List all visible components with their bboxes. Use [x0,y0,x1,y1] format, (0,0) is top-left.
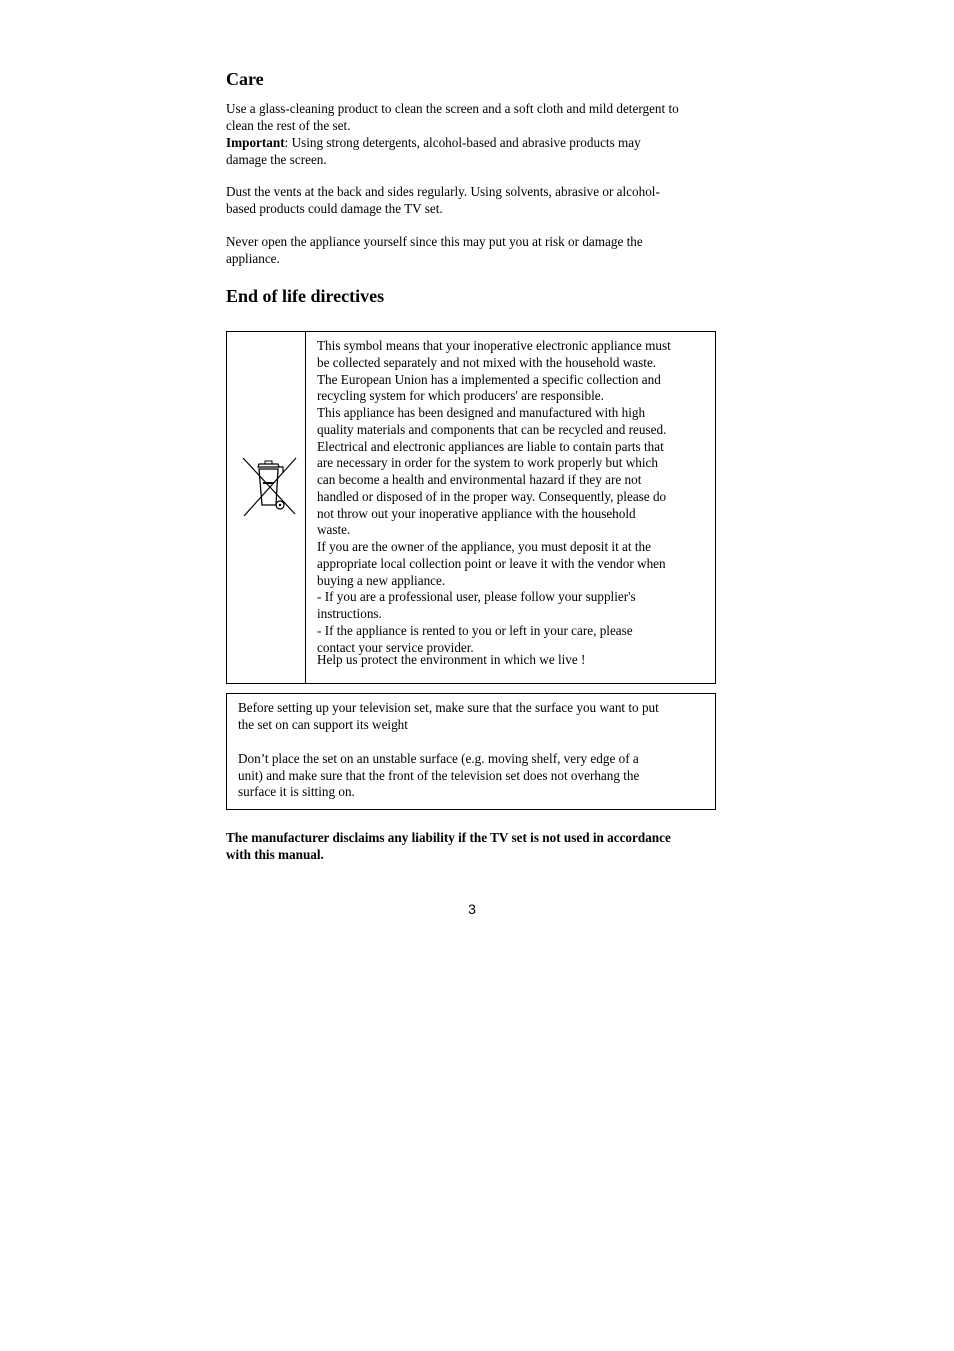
setup-paragraph-surface: Before setting up your television set, make sure that the surface you want to put the set on can support its weight [238,700,659,732]
care-paragraph-important [226,135,726,168]
care-paragraph-vents: Dust the vents at the back and sides regularly. Using solvents, abrasive or alcohol- based products could damage the TV set. [226,184,660,216]
important-label: Important [226,135,285,150]
weee-explanation-text: This symbol means that your inoperative electronic appliance must be collected separately and not mixed with the household waste. The European Union has a implemented a specific collection and recycling system for which producers' are responsible. This appliance has been designed and manufactured with high quality materials and components that can be recycled and reused. Electrical and electronic appliances are liable to contain parts that are necessary in order for the system to work properly but which can become a health and environmental hazard if they are not handled or disposed of in the proper way. Consequently, please do not throw out your inoperative appliance with the household waste. If you are the owner of the appliance, you must deposit it at the appropriate local collection point or leave it with the vendor when buying a new appliance. - If you are a professional user, please follow your supplier's instructions. - If the appliance is rented to you or left in your care, please contact your service provider. [317,338,671,655]
liability-disclaimer: The manufacturer disclaims any liability if the TV set is not used in accordance with this manual. [226,830,671,862]
end-of-life-heading: End of life directives [226,286,385,306]
weee-icon-cell [227,332,306,683]
important-text: : Using strong detergents, alcohol-based and abrasive products may damage the screen. [226,135,641,167]
care-paragraph-never-open: Never open the appliance yourself since this may put you at risk or damage the appliance. [226,234,643,266]
page-number: 3 [468,901,476,917]
crossed-out-wheelie-bin-icon [241,457,297,517]
weee-closing-text: Help us protect the environment in which we live ! [317,652,586,667]
weee-table [226,331,716,684]
setup-warning-box [226,693,716,810]
care-heading: Care [226,69,264,89]
setup-paragraph-stability: Don’t place the set on an unstable surface (e.g. moving shelf, very edge of a unit) and make sure that the front of the television set does not overhang the surface it is sitting on. [238,751,640,800]
care-paragraph-cleaning: Use a glass-cleaning product to clean the screen and a soft cloth and mild detergent to clean the rest of the set. [226,101,679,133]
